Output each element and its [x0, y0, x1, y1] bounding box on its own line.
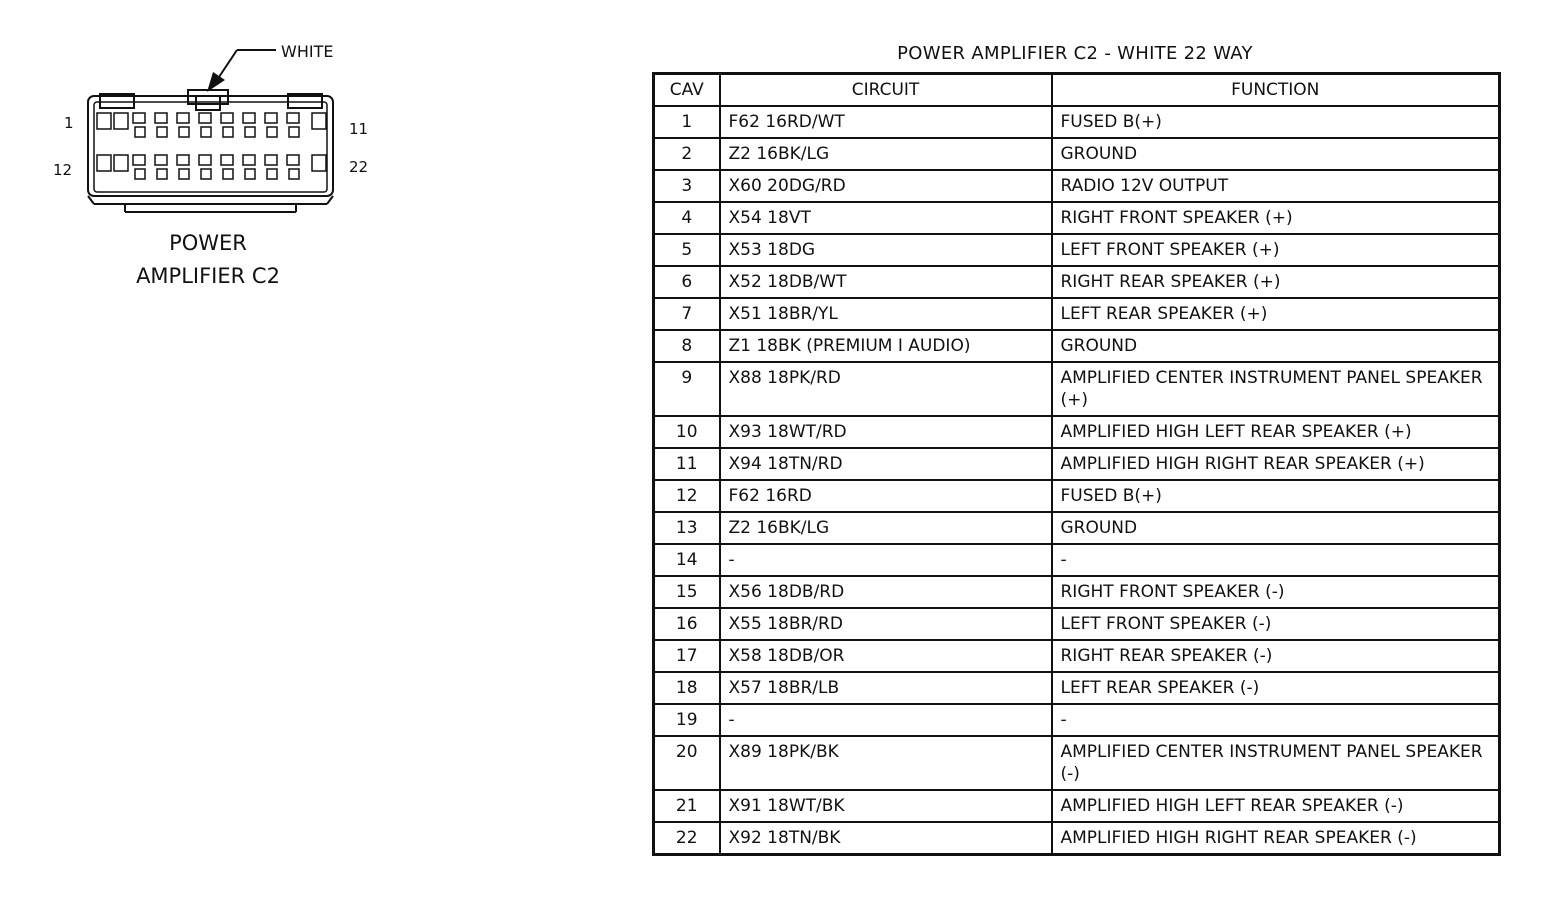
cell-cav: 10	[654, 416, 720, 448]
cell-function: RIGHT FRONT SPEAKER (-)	[1052, 576, 1500, 608]
cavity-end	[97, 155, 111, 171]
cell-circuit: X60 20DG/RD	[720, 170, 1052, 202]
cavity	[199, 155, 211, 165]
callout-label-white: WHITE	[281, 42, 334, 61]
cell-cav: 15	[654, 576, 720, 608]
cell-circuit: X89 18PK/BK	[720, 736, 1052, 790]
table-row	[654, 736, 1500, 790]
cell-cav: 22	[654, 822, 720, 855]
cell-cav: 7	[654, 298, 720, 330]
cavity-terminal	[135, 127, 145, 137]
cell-circuit: Z2 16BK/LG	[720, 512, 1052, 544]
cavity-terminal	[179, 169, 189, 179]
cell-circuit: X57 18BR/LB	[720, 672, 1052, 704]
cell-cav: 8	[654, 330, 720, 362]
cell-cav: 13	[654, 512, 720, 544]
cell-circuit: X92 18TN/BK	[720, 822, 1052, 855]
connector-body	[88, 90, 333, 212]
cell-function: GROUND	[1052, 512, 1500, 544]
cell-cav: 12	[654, 480, 720, 512]
cell-circuit: -	[720, 544, 1052, 576]
table-row	[654, 298, 1500, 330]
cell-circuit: X54 18VT	[720, 202, 1052, 234]
cell-circuit: X55 18BR/RD	[720, 608, 1052, 640]
cell-function: LEFT REAR SPEAKER (-)	[1052, 672, 1500, 704]
cavity	[243, 155, 255, 165]
cavity	[133, 113, 145, 123]
cavity	[199, 113, 211, 123]
cell-function: GROUND	[1052, 330, 1500, 362]
cell-function: RIGHT REAR SPEAKER (-)	[1052, 640, 1500, 672]
cell-cav: 2	[654, 138, 720, 170]
cavity	[177, 113, 189, 123]
connector-face-view	[0, 0, 560, 320]
table-title: POWER AMPLIFIER C2 - WHITE 22 WAY	[897, 43, 1253, 64]
cavity-end	[97, 113, 111, 129]
cell-circuit: X53 18DG	[720, 234, 1052, 266]
pinout-table	[652, 72, 1501, 856]
table-row	[654, 576, 1500, 608]
table-row	[654, 170, 1500, 202]
table-row	[654, 234, 1500, 266]
cell-cav: 3	[654, 170, 720, 202]
cell-circuit: X58 18DB/OR	[720, 640, 1052, 672]
cell-function: GROUND	[1052, 138, 1500, 170]
cell-function: AMPLIFIED HIGH RIGHT REAR SPEAKER (-)	[1052, 822, 1500, 855]
table-row	[654, 266, 1500, 298]
cavity-end	[312, 155, 326, 171]
cavity	[287, 155, 299, 165]
connector-cavities	[97, 113, 326, 179]
cell-function: LEFT FRONT SPEAKER (-)	[1052, 608, 1500, 640]
cell-circuit: Z1 18BK (PREMIUM I AUDIO)	[720, 330, 1052, 362]
cell-cav: 19	[654, 704, 720, 736]
table-row	[654, 202, 1500, 234]
cavity-terminal	[135, 169, 145, 179]
cavity-terminal	[223, 127, 233, 137]
cavity	[265, 113, 277, 123]
cell-function: FUSED B(+)	[1052, 106, 1500, 138]
table-row	[654, 416, 1500, 448]
cavity-terminal	[267, 127, 277, 137]
cell-circuit: X93 18WT/RD	[720, 416, 1052, 448]
cell-function: RIGHT FRONT SPEAKER (+)	[1052, 202, 1500, 234]
cell-circuit: F62 16RD/WT	[720, 106, 1052, 138]
table-row	[654, 608, 1500, 640]
cavity-terminal	[289, 127, 299, 137]
cavity	[177, 155, 189, 165]
cell-function: AMPLIFIED CENTER INSTRUMENT PANEL SPEAKER (+)	[1052, 362, 1500, 416]
header-cav: CAV	[654, 74, 720, 107]
table-row	[654, 480, 1500, 512]
cell-function: LEFT REAR SPEAKER (+)	[1052, 298, 1500, 330]
table-row	[654, 330, 1500, 362]
cell-function: FUSED B(+)	[1052, 480, 1500, 512]
connector-caption-line2: AMPLIFIER C2	[136, 264, 280, 288]
cell-circuit: X51 18BR/YL	[720, 298, 1052, 330]
cavity-end	[114, 113, 128, 129]
cell-cav: 17	[654, 640, 720, 672]
cavity	[133, 155, 145, 165]
cell-function: -	[1052, 704, 1500, 736]
table-row	[654, 362, 1500, 416]
cell-circuit: X91 18WT/BK	[720, 790, 1052, 822]
callout-arrow-shaft	[217, 50, 237, 80]
cell-cav: 1	[654, 106, 720, 138]
header-circuit: CIRCUIT	[720, 74, 1052, 107]
table-row	[654, 106, 1500, 138]
table-row	[654, 448, 1500, 480]
cell-function: RADIO 12V OUTPUT	[1052, 170, 1500, 202]
cell-function: AMPLIFIED HIGH LEFT REAR SPEAKER (-)	[1052, 790, 1500, 822]
cavity	[155, 113, 167, 123]
cell-function: AMPLIFIED CENTER INSTRUMENT PANEL SPEAKER (-)	[1052, 736, 1500, 790]
pin-label-1: 1	[64, 114, 74, 132]
cell-circuit: Z2 16BK/LG	[720, 138, 1052, 170]
cavity-terminal	[267, 169, 277, 179]
cell-cav: 21	[654, 790, 720, 822]
cavity	[287, 113, 299, 123]
cell-circuit: -	[720, 704, 1052, 736]
cavity-end	[114, 155, 128, 171]
header-function: FUNCTION	[1052, 74, 1500, 107]
cell-function: AMPLIFIED HIGH RIGHT REAR SPEAKER (+)	[1052, 448, 1500, 480]
cell-circuit: X52 18DB/WT	[720, 266, 1052, 298]
cell-function: LEFT FRONT SPEAKER (+)	[1052, 234, 1500, 266]
cell-circuit: F62 16RD	[720, 480, 1052, 512]
header-row	[654, 74, 1500, 107]
cavity-terminal	[157, 169, 167, 179]
table-row	[654, 544, 1500, 576]
cell-cav: 16	[654, 608, 720, 640]
cell-cav: 5	[654, 234, 720, 266]
table-row	[654, 640, 1500, 672]
cell-cav: 11	[654, 448, 720, 480]
cavity-terminal	[223, 169, 233, 179]
cell-circuit: X56 18DB/RD	[720, 576, 1052, 608]
cavity-terminal	[201, 127, 211, 137]
cavity-terminal	[245, 169, 255, 179]
table-row	[654, 704, 1500, 736]
table-row	[654, 512, 1500, 544]
cell-cav: 18	[654, 672, 720, 704]
table-row	[654, 672, 1500, 704]
connector-caption-line1: POWER	[169, 231, 247, 255]
cavity	[265, 155, 277, 165]
cavity-end	[312, 113, 326, 129]
cavity	[155, 155, 167, 165]
table-row	[654, 138, 1500, 170]
cavity-terminal	[157, 127, 167, 137]
cavity	[243, 113, 255, 123]
cell-function: -	[1052, 544, 1500, 576]
cavity-terminal	[289, 169, 299, 179]
cavity	[221, 155, 233, 165]
cell-circuit: X88 18PK/RD	[720, 362, 1052, 416]
cavity	[221, 113, 233, 123]
cavity-terminal	[179, 127, 189, 137]
table-row	[654, 822, 1500, 855]
cell-cav: 6	[654, 266, 720, 298]
cell-function: AMPLIFIED HIGH LEFT REAR SPEAKER (+)	[1052, 416, 1500, 448]
cell-cav: 9	[654, 362, 720, 416]
pin-label-22: 22	[349, 158, 369, 176]
cell-cav: 4	[654, 202, 720, 234]
cavity-terminal	[245, 127, 255, 137]
cell-cav: 20	[654, 736, 720, 790]
cell-circuit: X94 18TN/RD	[720, 448, 1052, 480]
cavity-terminal	[201, 169, 211, 179]
cell-cav: 14	[654, 544, 720, 576]
pin-label-11: 11	[349, 120, 369, 138]
table-row	[654, 790, 1500, 822]
pin-label-12: 12	[53, 161, 73, 179]
cell-function: RIGHT REAR SPEAKER (+)	[1052, 266, 1500, 298]
